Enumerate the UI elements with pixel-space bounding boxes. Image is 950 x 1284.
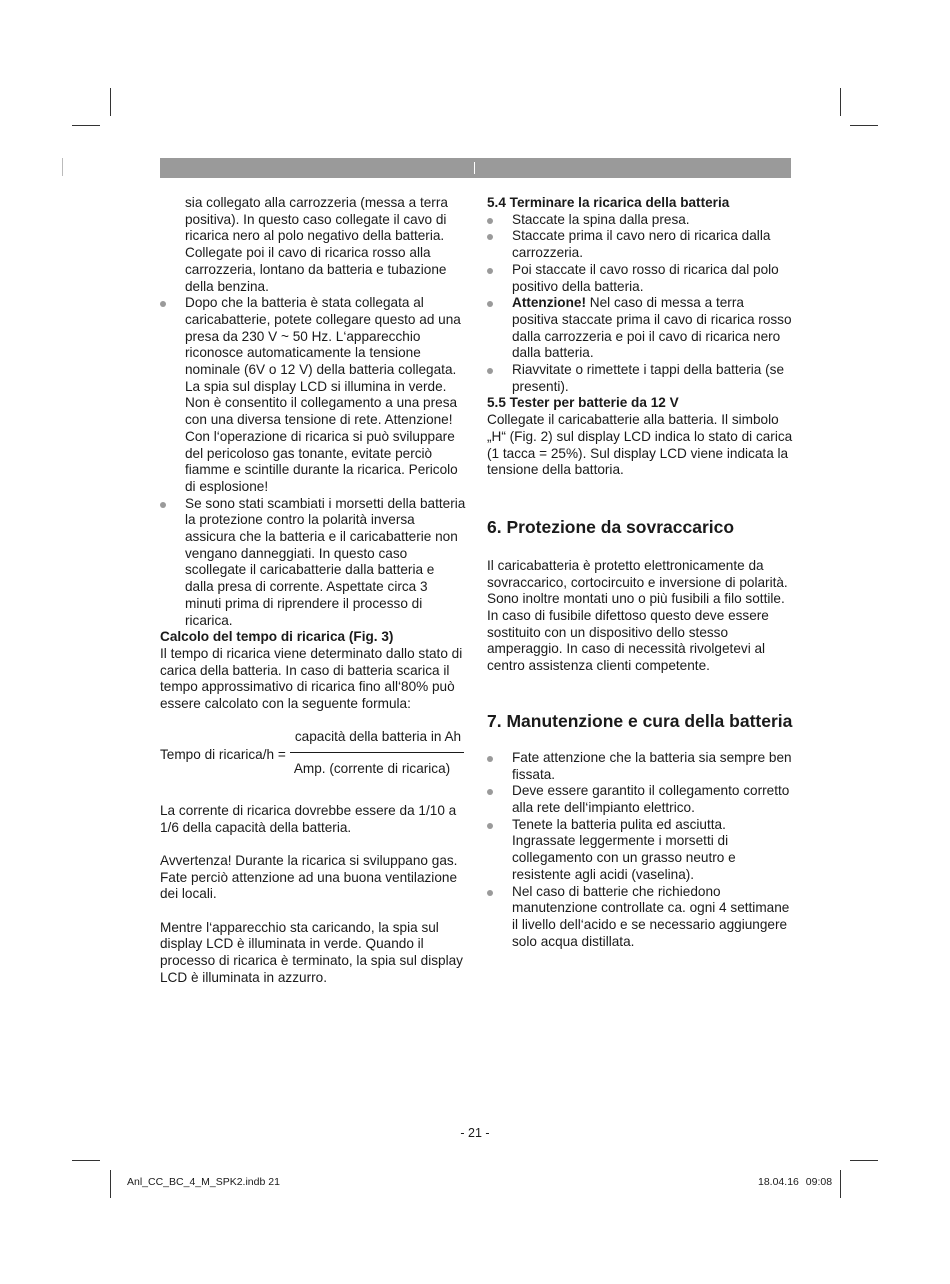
list-item [487, 750, 793, 783]
charging-bullet-list [160, 295, 466, 629]
calc-text: Il tempo di ricarica viene determinato dallo stato di carica della batteria. In caso di batteria scarica il tempo approssimativo di ricarica fino all‘80% può essere calcolato con la seguente formula: [160, 645, 463, 712]
charging-time-formula [160, 729, 466, 785]
list-item-text: Dopo che la batteria è stata collegata al caricabatterie, potete collegare questo ad una presa da 230 V ~ 50 Hz. L‘apparecchio riconosce automaticamente la tensione nominale (6V o 12 V) della batteria collegata. La spia sul display LCD si illumina in verde. Non è consentito il collegamento a una presa con una diversa tensione di rete. Attenzione! Con l‘operazione di ricarica si può sviluppare del pericoloso gas tonante, evitate perciò fiamme e scintille durante la ricarica. Pericolo di esplosione! [185, 295, 461, 494]
formula-denominator: Amp. (corrente di ricarica) [293, 760, 451, 776]
lcd-paragraph: Mentre l‘apparecchio sta caricando, la spia sul display LCD è illuminata in verde. Quando il processo di ricarica è terminato, la spia sul display LCD è illuminata in azzurro. [160, 919, 463, 985]
continued-paragraph: sia collegato alla carrozzeria (messa a terra positiva). In questo caso collegate il cavo di ricarica nero al polo negativo della batteria. Collegate poi il cavo di ricarica rosso alla carrozzeria, lontano da batteria e tubazione della benzina. [185, 195, 448, 294]
formula-lhs: Tempo di ricarica/h = [160, 746, 286, 762]
list-item [160, 496, 466, 630]
section-5-5-heading: 5.5 Tester per batterie da 12 V [487, 395, 679, 411]
header-bar [160, 158, 791, 178]
bullet-icon [487, 368, 493, 374]
bullet-icon [160, 301, 166, 307]
print-timestamp: 18.04.16 09:08 [758, 1176, 833, 1188]
list-item-text: Se sono stati scambiati i morsetti della batteria la protezione contro la polarità inversa assicura che la batteria e il caricabatterie non vengano danneggiati. In questo caso scollegate il caricabatterie dalla batteria e dalla presa di corrente. Aspettate circa 3 minuti prima di riprendere il processo di ricarica. [185, 495, 466, 628]
charging-current-paragraph: La corrente di ricarica dovrebbe essere da 1/10 a 1/6 della capacità della batteria. [160, 802, 457, 835]
bullet-icon [487, 823, 493, 829]
crop-mark [850, 1160, 878, 1161]
list-item-text: Nel caso di messa a terra positiva staccate prima il cavo di ricarica rosso dalla carrozzeria e poi il cavo di ricarica nero dalla batteria. [512, 295, 792, 361]
list-item-text: Poi staccate il cavo rosso di ricarica dal polo positivo della batteria. [512, 261, 779, 294]
list-item [487, 228, 793, 261]
list-item [487, 884, 793, 951]
crop-mark [850, 125, 878, 126]
list-item-text: Tenete la batteria pulita ed asciutta. Ingrassate leggermente i morsetti di collegamento con un grasso neutro e resistente agli acidi (vaselina). [512, 816, 736, 882]
file-slug: Anl_CC_BC_4_M_SPK2.indb 21 [127, 1176, 280, 1188]
list-item-text: Staccate prima il cavo nero di ricarica dalla carrozzeria. [512, 228, 771, 261]
fraction-line [290, 752, 464, 753]
formula-numerator: capacità della batteria in Ah [294, 728, 462, 744]
section-6-heading: 6. Protezione da sovraccarico [487, 516, 735, 537]
bullet-icon [487, 789, 493, 795]
crop-mark [72, 1160, 100, 1161]
bullet-icon [487, 301, 493, 307]
bullet-icon [487, 234, 493, 240]
section-7-list [487, 750, 793, 950]
section-7-heading: 7. Manutenzione e cura della batteria [487, 710, 793, 731]
bullet-icon [160, 502, 166, 508]
crop-mark [840, 88, 841, 116]
list-item-text: Riavvitate o rimettete i tappi della batteria (se presenti). [512, 362, 785, 394]
bullet-icon [487, 756, 493, 762]
bullet-icon [487, 268, 493, 274]
section-5-4-heading: 5.4 Terminare la ricarica della batteria [487, 195, 730, 210]
list-item-bold: Attenzione! [512, 295, 587, 311]
list-item-text: Staccate la spina dalla presa. [512, 211, 690, 227]
section-6-text: Il caricabatteria è protetto elettronicamente da sovraccarico, cortocircuito e inversione di polarità. Sono inoltre montati uno o più fusibili a filo sottile. In caso di fusibile difettoso questo deve essere sostituito con un dispositivo dello stesso amperaggio. In caso di necessità rivolgetevi al centro assistenza clienti competente. [487, 557, 788, 674]
page-number: - 21 - [460, 1126, 490, 1140]
list-item-text: Deve essere garantito il collegamento corretto alla rete dell‘impianto elettrico. [512, 783, 790, 815]
list-item [487, 362, 793, 395]
list-item-text: Fate attenzione che la batteria sia sempre ben fissata. [512, 749, 792, 782]
warning-paragraph: Avvertenza! Durante la ricarica si sviluppano gas. Fate perciò attenzione ad una buona ventilazione dei locali. [160, 852, 458, 902]
list-item [487, 212, 793, 229]
left-column [160, 195, 466, 987]
crop-mark [110, 88, 111, 116]
list-item [487, 295, 793, 362]
list-item [487, 783, 793, 816]
section-5-4-list [487, 212, 793, 396]
list-item-text: Nel caso di batterie che richiedono manutenzione controllate ca. ogni 4 settimane il livello dell‘acido e se necessario aggiungere solo acqua distillata. [512, 883, 790, 949]
header-divider [474, 162, 475, 174]
crop-mark [62, 158, 63, 176]
right-column [487, 195, 793, 950]
crop-mark [840, 1170, 841, 1198]
crop-mark [72, 125, 100, 126]
list-item [487, 262, 793, 295]
bullet-icon [487, 890, 493, 896]
list-item [487, 817, 793, 884]
calc-heading: Calcolo del tempo di ricarica (Fig. 3) [160, 629, 394, 645]
section-5-5-text: Collegate il caricabatterie alla batteria. Il simbolo „H“ (Fig. 2) sul display LCD indica lo stato di carica (1 tacca = 25%). Sul display LCD viene indicata la tensione della battoria. [487, 412, 793, 478]
list-item [160, 295, 466, 495]
bullet-icon [487, 218, 493, 224]
crop-mark [110, 1170, 111, 1198]
